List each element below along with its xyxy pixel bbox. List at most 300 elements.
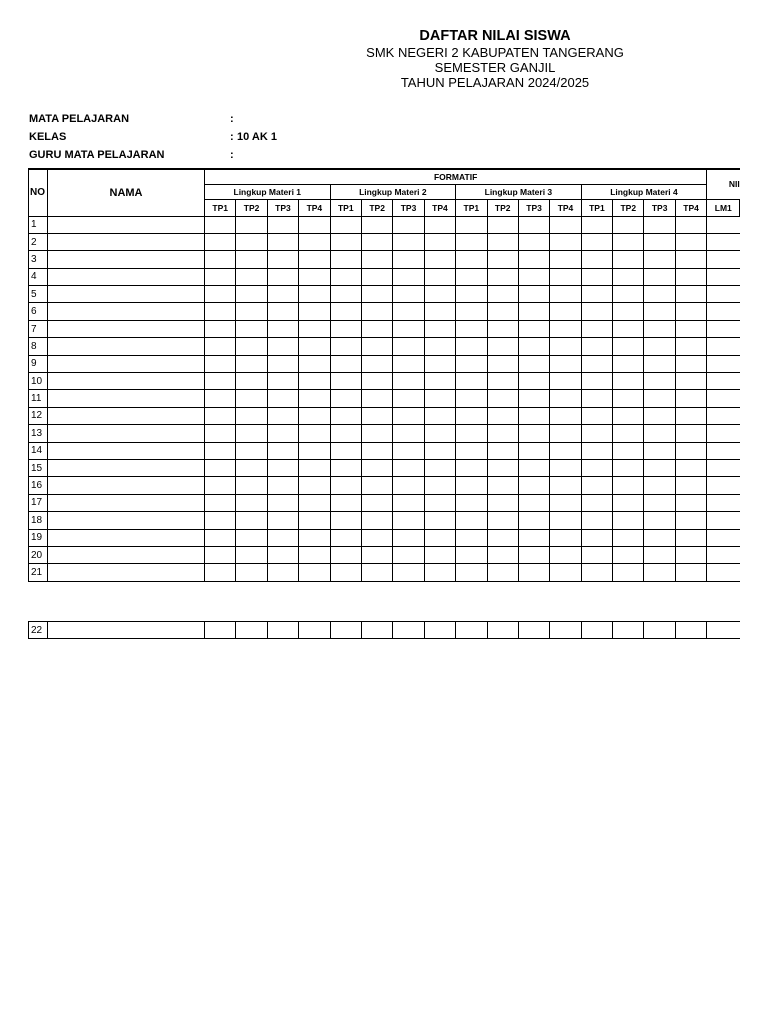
score-cell[interactable] — [393, 338, 424, 355]
score-cell[interactable] — [675, 622, 706, 639]
score-cell[interactable] — [487, 546, 518, 563]
score-cell[interactable] — [267, 216, 298, 233]
score-cell[interactable] — [675, 286, 706, 303]
score-cell[interactable] — [330, 373, 361, 390]
score-cell[interactable] — [236, 494, 267, 511]
score-cell[interactable] — [330, 494, 361, 511]
score-cell[interactable] — [518, 233, 549, 250]
score-cell[interactable] — [424, 268, 455, 285]
score-cell[interactable] — [267, 512, 298, 529]
lm1-score-cell[interactable] — [707, 303, 740, 320]
student-name-cell[interactable] — [48, 546, 205, 563]
score-cell[interactable] — [299, 442, 330, 459]
score-cell[interactable] — [205, 512, 236, 529]
score-cell[interactable] — [424, 373, 455, 390]
score-cell[interactable] — [236, 390, 267, 407]
score-cell[interactable] — [518, 338, 549, 355]
score-cell[interactable] — [205, 390, 236, 407]
score-cell[interactable] — [550, 622, 581, 639]
score-cell[interactable] — [330, 622, 361, 639]
score-cell[interactable] — [330, 320, 361, 337]
score-cell[interactable] — [330, 512, 361, 529]
score-cell[interactable] — [330, 268, 361, 285]
score-cell[interactable] — [644, 373, 675, 390]
score-cell[interactable] — [581, 622, 612, 639]
score-cell[interactable] — [518, 564, 549, 581]
lm1-score-cell[interactable] — [707, 407, 740, 424]
lm1-score-cell[interactable] — [707, 425, 740, 442]
score-cell[interactable] — [456, 216, 487, 233]
score-cell[interactable] — [456, 529, 487, 546]
score-cell[interactable] — [361, 407, 392, 424]
score-cell[interactable] — [361, 512, 392, 529]
score-cell[interactable] — [550, 251, 581, 268]
score-cell[interactable] — [205, 373, 236, 390]
score-cell[interactable] — [675, 233, 706, 250]
score-cell[interactable] — [393, 477, 424, 494]
student-name-cell[interactable] — [48, 216, 205, 233]
score-cell[interactable] — [424, 622, 455, 639]
score-cell[interactable] — [613, 529, 644, 546]
score-cell[interactable] — [267, 251, 298, 268]
score-cell[interactable] — [424, 546, 455, 563]
score-cell[interactable] — [205, 268, 236, 285]
score-cell[interactable] — [675, 320, 706, 337]
score-cell[interactable] — [393, 320, 424, 337]
score-cell[interactable] — [456, 407, 487, 424]
score-cell[interactable] — [675, 512, 706, 529]
score-cell[interactable] — [267, 355, 298, 372]
score-cell[interactable] — [644, 564, 675, 581]
score-cell[interactable] — [267, 546, 298, 563]
score-cell[interactable] — [267, 622, 298, 639]
score-cell[interactable] — [236, 512, 267, 529]
score-cell[interactable] — [675, 338, 706, 355]
score-cell[interactable] — [644, 512, 675, 529]
score-cell[interactable] — [236, 425, 267, 442]
score-cell[interactable] — [644, 390, 675, 407]
score-cell[interactable] — [361, 459, 392, 476]
score-cell[interactable] — [581, 407, 612, 424]
score-cell[interactable] — [456, 355, 487, 372]
score-cell[interactable] — [644, 494, 675, 511]
score-cell[interactable] — [581, 459, 612, 476]
score-cell[interactable] — [518, 251, 549, 268]
score-cell[interactable] — [205, 529, 236, 546]
lm1-score-cell[interactable] — [707, 546, 740, 563]
score-cell[interactable] — [361, 494, 392, 511]
score-cell[interactable] — [236, 233, 267, 250]
score-cell[interactable] — [613, 251, 644, 268]
score-cell[interactable] — [613, 407, 644, 424]
lm1-score-cell[interactable] — [707, 494, 740, 511]
score-cell[interactable] — [236, 338, 267, 355]
score-cell[interactable] — [424, 216, 455, 233]
score-cell[interactable] — [456, 233, 487, 250]
score-cell[interactable] — [236, 320, 267, 337]
score-cell[interactable] — [424, 564, 455, 581]
score-cell[interactable] — [456, 373, 487, 390]
score-cell[interactable] — [518, 512, 549, 529]
score-cell[interactable] — [518, 477, 549, 494]
score-cell[interactable] — [424, 355, 455, 372]
score-cell[interactable] — [205, 477, 236, 494]
score-cell[interactable] — [205, 251, 236, 268]
student-name-cell[interactable] — [48, 459, 205, 476]
score-cell[interactable] — [330, 564, 361, 581]
score-cell[interactable] — [236, 286, 267, 303]
score-cell[interactable] — [361, 622, 392, 639]
lm1-score-cell[interactable] — [707, 442, 740, 459]
score-cell[interactable] — [299, 425, 330, 442]
score-cell[interactable] — [393, 373, 424, 390]
score-cell[interactable] — [675, 390, 706, 407]
student-name-cell[interactable] — [48, 320, 205, 337]
score-cell[interactable] — [550, 494, 581, 511]
score-cell[interactable] — [518, 373, 549, 390]
score-cell[interactable] — [581, 303, 612, 320]
score-cell[interactable] — [487, 622, 518, 639]
score-cell[interactable] — [361, 355, 392, 372]
score-cell[interactable] — [424, 442, 455, 459]
score-cell[interactable] — [236, 442, 267, 459]
score-cell[interactable] — [487, 477, 518, 494]
score-cell[interactable] — [675, 251, 706, 268]
score-cell[interactable] — [644, 407, 675, 424]
score-cell[interactable] — [393, 622, 424, 639]
score-cell[interactable] — [675, 373, 706, 390]
student-name-cell[interactable] — [48, 512, 205, 529]
score-cell[interactable] — [361, 286, 392, 303]
class-value[interactable]: 10 AK 1 — [237, 131, 277, 143]
score-cell[interactable] — [267, 303, 298, 320]
score-cell[interactable] — [487, 233, 518, 250]
score-cell[interactable] — [361, 477, 392, 494]
score-cell[interactable] — [581, 390, 612, 407]
score-cell[interactable] — [613, 622, 644, 639]
score-cell[interactable] — [393, 529, 424, 546]
score-cell[interactable] — [424, 494, 455, 511]
score-cell[interactable] — [236, 373, 267, 390]
score-cell[interactable] — [393, 442, 424, 459]
score-cell[interactable] — [644, 622, 675, 639]
score-cell[interactable] — [361, 303, 392, 320]
score-cell[interactable] — [236, 477, 267, 494]
score-cell[interactable] — [205, 355, 236, 372]
score-cell[interactable] — [644, 338, 675, 355]
score-cell[interactable] — [644, 546, 675, 563]
score-cell[interactable] — [267, 320, 298, 337]
score-cell[interactable] — [581, 251, 612, 268]
score-cell[interactable] — [550, 338, 581, 355]
score-cell[interactable] — [550, 320, 581, 337]
score-cell[interactable] — [581, 233, 612, 250]
score-cell[interactable] — [675, 459, 706, 476]
student-name-cell[interactable] — [48, 564, 205, 581]
score-cell[interactable] — [393, 268, 424, 285]
student-name-cell[interactable] — [48, 622, 205, 639]
score-cell[interactable] — [487, 268, 518, 285]
score-cell[interactable] — [393, 425, 424, 442]
score-cell[interactable] — [330, 477, 361, 494]
score-cell[interactable] — [644, 425, 675, 442]
score-cell[interactable] — [550, 564, 581, 581]
score-cell[interactable] — [644, 355, 675, 372]
score-cell[interactable] — [330, 407, 361, 424]
score-cell[interactable] — [550, 442, 581, 459]
score-cell[interactable] — [299, 303, 330, 320]
score-cell[interactable] — [299, 512, 330, 529]
score-cell[interactable] — [487, 320, 518, 337]
lm1-score-cell[interactable] — [707, 286, 740, 303]
score-cell[interactable] — [205, 564, 236, 581]
score-cell[interactable] — [205, 338, 236, 355]
score-cell[interactable] — [456, 512, 487, 529]
score-cell[interactable] — [518, 216, 549, 233]
score-cell[interactable] — [613, 546, 644, 563]
score-cell[interactable] — [550, 512, 581, 529]
score-cell[interactable] — [487, 390, 518, 407]
score-cell[interactable] — [613, 303, 644, 320]
score-cell[interactable] — [581, 546, 612, 563]
score-cell[interactable] — [487, 494, 518, 511]
score-cell[interactable] — [613, 216, 644, 233]
student-name-cell[interactable] — [48, 442, 205, 459]
score-cell[interactable] — [487, 564, 518, 581]
score-cell[interactable] — [267, 373, 298, 390]
score-cell[interactable] — [361, 529, 392, 546]
score-cell[interactable] — [581, 442, 612, 459]
score-cell[interactable] — [236, 459, 267, 476]
score-cell[interactable] — [330, 546, 361, 563]
score-cell[interactable] — [393, 216, 424, 233]
score-cell[interactable] — [393, 355, 424, 372]
score-cell[interactable] — [236, 303, 267, 320]
score-cell[interactable] — [581, 373, 612, 390]
score-cell[interactable] — [675, 425, 706, 442]
score-cell[interactable] — [456, 477, 487, 494]
score-cell[interactable] — [393, 390, 424, 407]
student-name-cell[interactable] — [48, 390, 205, 407]
score-cell[interactable] — [393, 407, 424, 424]
score-cell[interactable] — [550, 268, 581, 285]
score-cell[interactable] — [456, 622, 487, 639]
score-cell[interactable] — [236, 355, 267, 372]
score-cell[interactable] — [518, 390, 549, 407]
score-cell[interactable] — [675, 216, 706, 233]
lm1-score-cell[interactable] — [707, 512, 740, 529]
score-cell[interactable] — [456, 425, 487, 442]
score-cell[interactable] — [550, 390, 581, 407]
score-cell[interactable] — [613, 477, 644, 494]
score-cell[interactable] — [267, 286, 298, 303]
score-cell[interactable] — [518, 303, 549, 320]
score-cell[interactable] — [299, 564, 330, 581]
score-cell[interactable] — [581, 512, 612, 529]
score-cell[interactable] — [487, 459, 518, 476]
score-cell[interactable] — [205, 407, 236, 424]
student-name-cell[interactable] — [48, 407, 205, 424]
score-cell[interactable] — [581, 286, 612, 303]
score-cell[interactable] — [236, 216, 267, 233]
score-cell[interactable] — [487, 407, 518, 424]
score-cell[interactable] — [644, 233, 675, 250]
score-cell[interactable] — [267, 459, 298, 476]
student-name-cell[interactable] — [48, 303, 205, 320]
score-cell[interactable] — [267, 233, 298, 250]
score-cell[interactable] — [613, 373, 644, 390]
score-cell[interactable] — [299, 338, 330, 355]
score-cell[interactable] — [424, 407, 455, 424]
score-cell[interactable] — [299, 233, 330, 250]
score-cell[interactable] — [613, 320, 644, 337]
score-cell[interactable] — [330, 233, 361, 250]
score-cell[interactable] — [581, 425, 612, 442]
score-cell[interactable] — [581, 216, 612, 233]
score-cell[interactable] — [236, 564, 267, 581]
score-cell[interactable] — [613, 442, 644, 459]
score-cell[interactable] — [205, 216, 236, 233]
score-cell[interactable] — [299, 477, 330, 494]
score-cell[interactable] — [299, 320, 330, 337]
score-cell[interactable] — [675, 355, 706, 372]
score-cell[interactable] — [205, 546, 236, 563]
score-cell[interactable] — [330, 355, 361, 372]
score-cell[interactable] — [581, 494, 612, 511]
score-cell[interactable] — [205, 622, 236, 639]
score-cell[interactable] — [236, 268, 267, 285]
score-cell[interactable] — [393, 512, 424, 529]
score-cell[interactable] — [613, 494, 644, 511]
score-cell[interactable] — [518, 320, 549, 337]
score-cell[interactable] — [267, 407, 298, 424]
score-cell[interactable] — [675, 546, 706, 563]
student-name-cell[interactable] — [48, 251, 205, 268]
score-cell[interactable] — [299, 216, 330, 233]
score-cell[interactable] — [299, 494, 330, 511]
score-cell[interactable] — [267, 442, 298, 459]
score-cell[interactable] — [361, 233, 392, 250]
lm1-score-cell[interactable] — [707, 251, 740, 268]
score-cell[interactable] — [487, 529, 518, 546]
score-cell[interactable] — [644, 286, 675, 303]
score-cell[interactable] — [424, 233, 455, 250]
score-cell[interactable] — [644, 303, 675, 320]
score-cell[interactable] — [456, 442, 487, 459]
score-cell[interactable] — [550, 233, 581, 250]
score-cell[interactable] — [236, 251, 267, 268]
score-cell[interactable] — [299, 373, 330, 390]
score-cell[interactable] — [330, 459, 361, 476]
student-name-cell[interactable] — [48, 494, 205, 511]
score-cell[interactable] — [267, 494, 298, 511]
score-cell[interactable] — [299, 268, 330, 285]
score-cell[interactable] — [675, 529, 706, 546]
score-cell[interactable] — [456, 338, 487, 355]
score-cell[interactable] — [487, 512, 518, 529]
score-cell[interactable] — [236, 622, 267, 639]
score-cell[interactable] — [393, 233, 424, 250]
score-cell[interactable] — [456, 251, 487, 268]
score-cell[interactable] — [644, 320, 675, 337]
score-cell[interactable] — [299, 459, 330, 476]
score-cell[interactable] — [424, 390, 455, 407]
student-name-cell[interactable] — [48, 286, 205, 303]
score-cell[interactable] — [644, 477, 675, 494]
lm1-score-cell[interactable] — [707, 529, 740, 546]
score-cell[interactable] — [518, 529, 549, 546]
score-cell[interactable] — [267, 477, 298, 494]
student-name-cell[interactable] — [48, 477, 205, 494]
lm1-score-cell[interactable] — [707, 622, 740, 639]
score-cell[interactable] — [299, 546, 330, 563]
score-cell[interactable] — [205, 425, 236, 442]
lm1-score-cell[interactable] — [707, 373, 740, 390]
score-cell[interactable] — [644, 251, 675, 268]
score-cell[interactable] — [330, 303, 361, 320]
score-cell[interactable] — [550, 303, 581, 320]
score-cell[interactable] — [487, 442, 518, 459]
score-cell[interactable] — [675, 494, 706, 511]
score-cell[interactable] — [518, 442, 549, 459]
score-cell[interactable] — [581, 338, 612, 355]
score-cell[interactable] — [361, 373, 392, 390]
score-cell[interactable] — [518, 494, 549, 511]
lm1-score-cell[interactable] — [707, 216, 740, 233]
score-cell[interactable] — [330, 251, 361, 268]
score-cell[interactable] — [550, 286, 581, 303]
score-cell[interactable] — [550, 477, 581, 494]
score-cell[interactable] — [424, 512, 455, 529]
score-cell[interactable] — [299, 286, 330, 303]
score-cell[interactable] — [361, 390, 392, 407]
score-cell[interactable] — [613, 459, 644, 476]
score-cell[interactable] — [361, 442, 392, 459]
score-cell[interactable] — [393, 303, 424, 320]
score-cell[interactable] — [330, 425, 361, 442]
score-cell[interactable] — [456, 286, 487, 303]
student-name-cell[interactable] — [48, 425, 205, 442]
score-cell[interactable] — [644, 268, 675, 285]
score-cell[interactable] — [518, 425, 549, 442]
score-cell[interactable] — [675, 477, 706, 494]
score-cell[interactable] — [550, 355, 581, 372]
score-cell[interactable] — [393, 251, 424, 268]
score-cell[interactable] — [236, 529, 267, 546]
score-cell[interactable] — [550, 529, 581, 546]
score-cell[interactable] — [361, 268, 392, 285]
score-cell[interactable] — [456, 390, 487, 407]
score-cell[interactable] — [550, 216, 581, 233]
score-cell[interactable] — [299, 390, 330, 407]
score-cell[interactable] — [267, 564, 298, 581]
score-cell[interactable] — [361, 425, 392, 442]
score-cell[interactable] — [299, 407, 330, 424]
lm1-score-cell[interactable] — [707, 320, 740, 337]
score-cell[interactable] — [205, 303, 236, 320]
score-cell[interactable] — [424, 251, 455, 268]
score-cell[interactable] — [456, 268, 487, 285]
score-cell[interactable] — [456, 320, 487, 337]
score-cell[interactable] — [487, 425, 518, 442]
score-cell[interactable] — [518, 459, 549, 476]
score-cell[interactable] — [675, 564, 706, 581]
score-cell[interactable] — [613, 512, 644, 529]
student-name-cell[interactable] — [48, 233, 205, 250]
score-cell[interactable] — [424, 425, 455, 442]
score-cell[interactable] — [581, 268, 612, 285]
score-cell[interactable] — [330, 529, 361, 546]
